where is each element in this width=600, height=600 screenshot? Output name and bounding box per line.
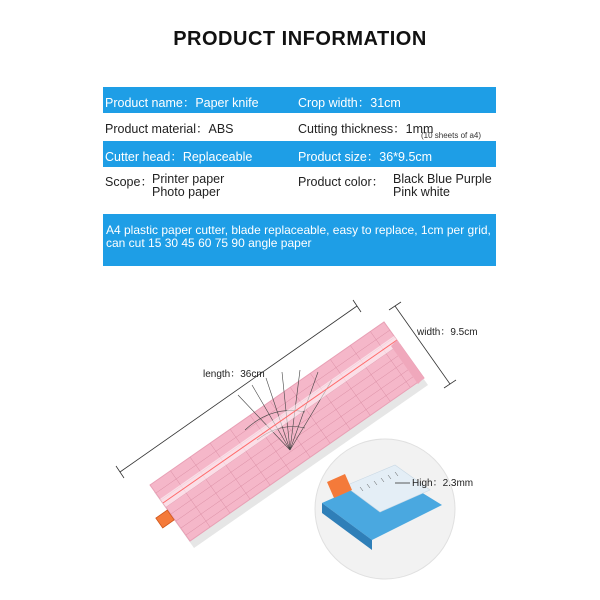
product-name: Product name：Paper knife xyxy=(105,96,259,110)
cutting-thickness-note: (10 sheets of a4) xyxy=(421,131,482,140)
product-color-value-1: Black Blue Purple xyxy=(393,172,492,186)
length-tick-end xyxy=(353,300,361,312)
product-material: Product material：ABS xyxy=(105,122,234,136)
length-label: length：36cm xyxy=(203,369,265,380)
product-color-value-2: Pink white xyxy=(393,185,450,199)
product-size: Product size：36*9.5cm xyxy=(298,150,433,164)
product-color-label: Product color： xyxy=(298,175,385,189)
width-tick-start xyxy=(389,302,401,310)
cutting-thickness: Cutting thickness：1mm xyxy=(298,122,434,136)
scope-label: Scope： xyxy=(105,175,153,189)
scope-value-1: Printer paper xyxy=(152,172,225,186)
description-text: A4 plastic paper cutter, blade replaceable, easy to replace, 1cm per grid, can cut 15 30 45 60 75 90 angle paper xyxy=(106,223,491,250)
high-label: High：2.3mm xyxy=(412,478,474,489)
cutter-head: Cutter head：Replaceable xyxy=(105,150,253,164)
page-title: PRODUCT INFORMATION xyxy=(173,28,427,50)
length-tick-start xyxy=(116,466,124,478)
crop-width: Crop width：31cm xyxy=(298,96,401,110)
width-tick-end xyxy=(444,380,456,388)
scope-value-2: Photo paper xyxy=(152,185,221,199)
width-label: width：9.5cm xyxy=(417,327,478,338)
